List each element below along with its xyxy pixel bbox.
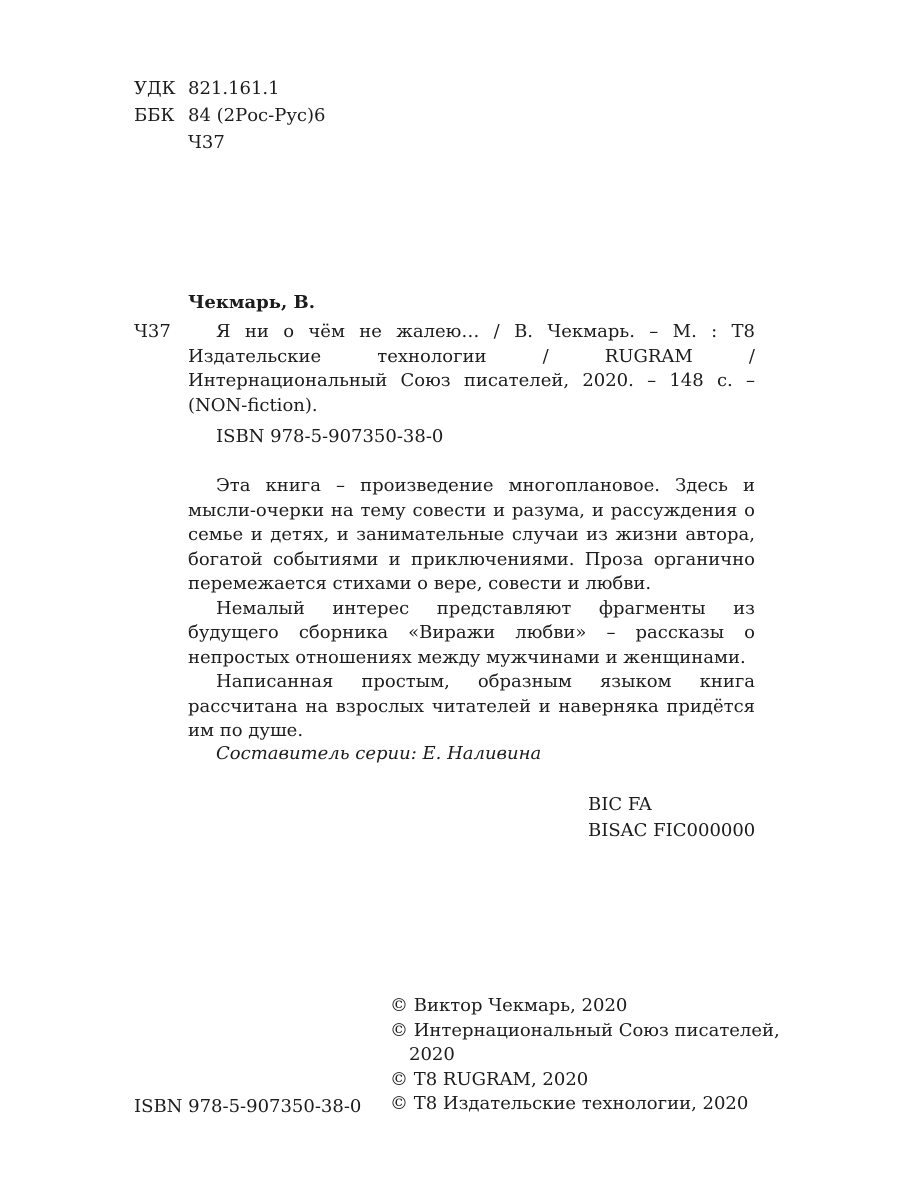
annotation-paragraph-2: Немалый интерес представляют фрагменты из будущего сборника «Виражи любви» – рассказы о непростых отношениях между мужчинами и женщинами. <box>188 597 755 668</box>
bbk-value: 84 (2Рос-Рус)6 <box>188 105 326 126</box>
copyright-line: © Интернациональный Союз писателей, <box>390 1019 780 1041</box>
bbk-label: ББК <box>134 105 175 126</box>
copyright-line-continued: 2020 <box>409 1044 455 1065</box>
copyright-block <box>390 994 790 1117</box>
copyright-line: © T8 RUGRAM, 2020 <box>390 1068 589 1090</box>
udk-value: 821.161.1 <box>188 78 280 99</box>
udk-label: УДК <box>134 78 176 99</box>
author-heading: Чекмарь, В. <box>188 292 316 313</box>
series-editor: Составитель серии: Е. Наливина <box>216 743 542 764</box>
isbn-footer: ISBN 978-5-907350-38-0 <box>134 1096 362 1117</box>
copyright-line: © Виктор Чекмарь, 2020 <box>390 995 628 1016</box>
bisac-code: BISAC FIC000000 <box>588 820 756 841</box>
annotation-paragraph-1: Эта книга – произведение многоплановое. Здесь и мысли-очерки на тему совести и разума, и рассуждения о семье и детях, и занимательные случаи из жизни автора, богатой событиями и приключениями. Проза органично перемежается стихами о вере, совести и любви. <box>188 475 755 594</box>
copyright-line: © Т8 Издательские технологии, 2020 <box>390 1093 749 1114</box>
annotation <box>188 474 755 744</box>
annotation-paragraph-3: Написанная простым, образным языком книга рассчитана на взрослых читателей и наверняка придётся им по душе. <box>188 671 755 741</box>
author-sign-top: Ч37 <box>188 132 225 153</box>
isbn-entry: ISBN 978-5-907350-38-0 <box>216 426 444 447</box>
bic-code: BIC FA <box>588 794 652 815</box>
bibliographic-description: Я ни о чём не жалею… / В. Чекмарь. – М. : Т8 Издательские технологии / RUGRAM / Интернациональный Союз писателей, 2020. – 148 с. – (NON-fiction). <box>188 321 755 416</box>
author-sign-entry: Ч37 <box>134 321 171 342</box>
